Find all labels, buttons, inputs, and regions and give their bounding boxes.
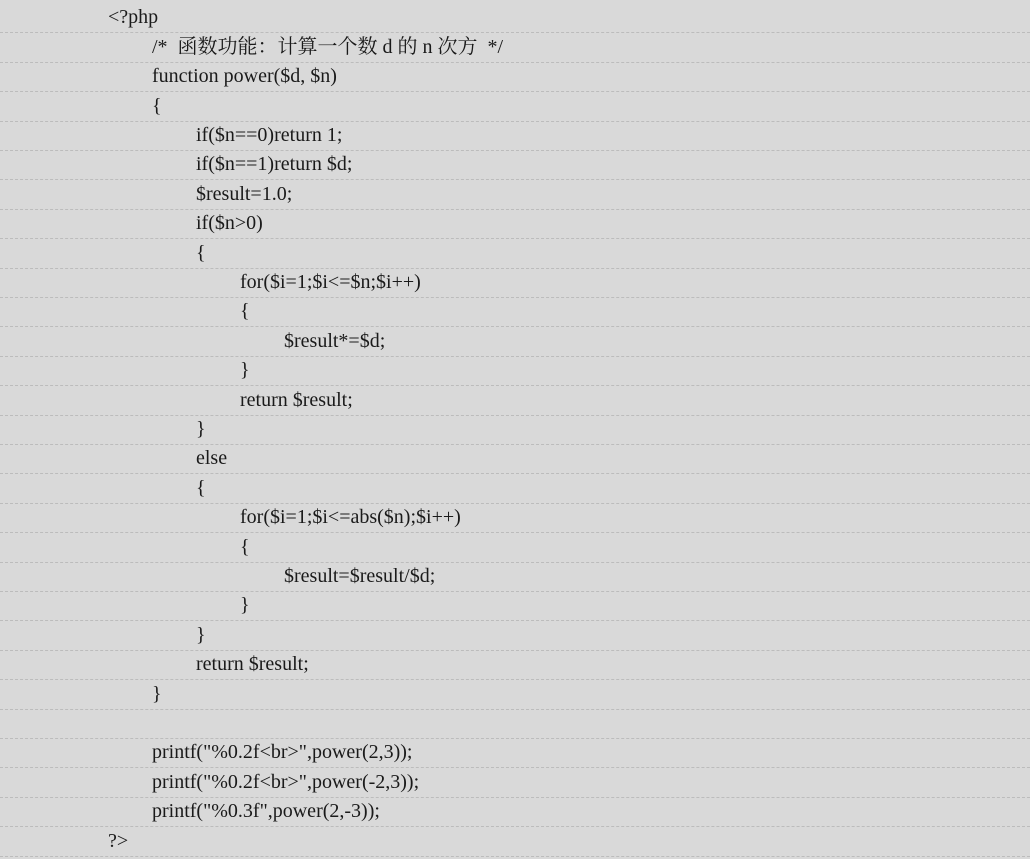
code-line-text: function power($d, $n) [152, 65, 337, 88]
code-line [0, 768, 1030, 797]
code-line-text: printf("%0.2f<br>",power(2,3)); [152, 741, 413, 764]
code-line-text: for($i=1;$i<=$n;$i++) [240, 270, 421, 293]
code-line-text: for($i=1;$i<=abs($n);$i++) [240, 506, 461, 529]
code-line-text: { [196, 476, 206, 499]
code-line [0, 239, 1030, 268]
code-line [0, 504, 1030, 533]
code-line [0, 621, 1030, 650]
code-line [0, 210, 1030, 239]
code-line-text: { [240, 535, 250, 558]
code-line-text: return $result; [240, 388, 353, 411]
code-line-text: else [196, 447, 228, 470]
code-line [0, 445, 1030, 474]
code-line [0, 63, 1030, 92]
code-line [0, 122, 1030, 151]
code-line [0, 269, 1030, 298]
code-line [0, 357, 1030, 386]
code-line-text: } [240, 594, 250, 617]
code-line-text: <?php [108, 6, 159, 29]
code-line-text: } [152, 682, 162, 705]
code-line-text: if($n>0) [196, 212, 263, 235]
code-line-text: $result=$result/$d; [284, 564, 436, 587]
code-line [0, 798, 1030, 827]
code-line [0, 4, 1030, 33]
code-line [0, 92, 1030, 121]
code-line-text: } [240, 359, 250, 382]
code-line-text: return $result; [196, 653, 309, 676]
code-line [0, 592, 1030, 621]
code-line [0, 680, 1030, 709]
code-line-text: $result=1.0; [196, 182, 293, 205]
code-line [0, 827, 1030, 856]
code-line-text: { [240, 300, 250, 323]
code-line [0, 298, 1030, 327]
code-line [0, 327, 1030, 356]
code-line-text: } [196, 623, 206, 646]
code-line [0, 416, 1030, 445]
code-line-text: ?> [108, 829, 129, 852]
code-line [0, 563, 1030, 592]
code-line [0, 710, 1030, 739]
code-line [0, 33, 1030, 62]
code-line-text: printf("%0.2f<br>",power(-2,3)); [152, 770, 420, 793]
code-line-text: $result*=$d; [284, 329, 386, 352]
code-line-text: printf("%0.3f",power(2,-3)); [152, 800, 380, 823]
code-line [0, 180, 1030, 209]
code-line [0, 533, 1030, 562]
code-line-text: { [196, 241, 206, 264]
code-line [0, 474, 1030, 503]
code-line-text: if($n==1)return $d; [196, 153, 353, 176]
code-line-text: /* 函数功能：计算一个数 d 的 n 次方 */ [152, 35, 504, 58]
code-line [0, 651, 1030, 680]
code-line-text: if($n==0)return 1; [196, 123, 343, 146]
code-line [0, 151, 1030, 180]
code-line [0, 739, 1030, 768]
code-line-text: { [152, 94, 162, 117]
code-line [0, 386, 1030, 415]
code-line-text: } [196, 417, 206, 440]
